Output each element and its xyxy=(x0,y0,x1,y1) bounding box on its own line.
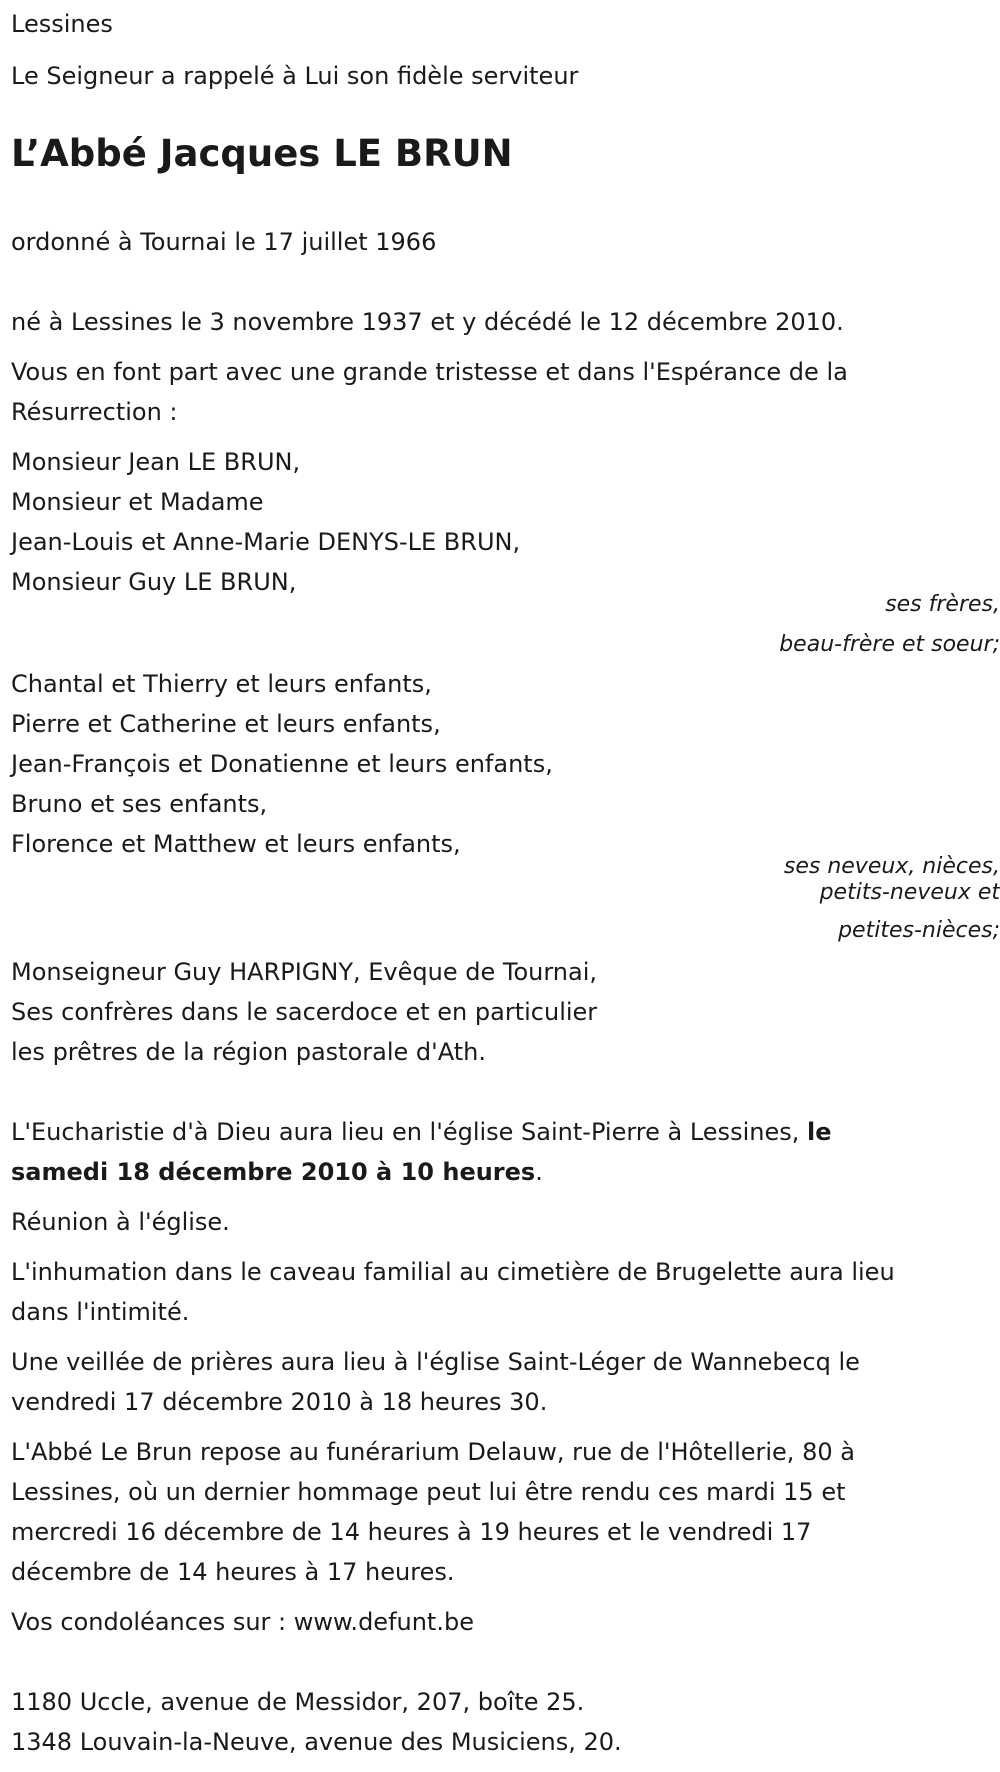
address-line: 1180 Uccle, avenue de Messidor, 207, boîte 25. xyxy=(11,1688,585,1716)
ceremony-line-2 xyxy=(11,1152,543,1192)
funerarium-line: mercredi 16 décembre de 14 heures à 19 heures et le vendredi 17 xyxy=(11,1518,812,1546)
intro-text: Le Seigneur a rappelé à Lui son fidèle serviteur xyxy=(11,62,579,90)
sibling-name: Monsieur Jean LE BRUN, xyxy=(11,448,301,476)
sibling-name: Jean-Louis et Anne-Marie DENYS-LE BRUN, xyxy=(11,528,521,556)
clergy-line: Monseigneur Guy HARPIGNY, Evêque de Tournai, xyxy=(11,958,597,986)
announcement-line-2: Résurrection : xyxy=(11,398,178,426)
ceremony-date-start: le xyxy=(806,1118,832,1146)
ordination-text: ordonné à Tournai le 17 juillet 1966 xyxy=(11,228,437,256)
clergy-line: les prêtres de la région pastorale d'Ath. xyxy=(11,1038,486,1066)
nephew-relation: ses neveux, nièces, xyxy=(783,854,1000,879)
funerarium-line: décembre de 14 heures à 17 heures. xyxy=(11,1558,455,1586)
funerarium-line: Lessines, où un dernier hommage peut lui être rendu ces mardi 15 et xyxy=(11,1478,846,1506)
nephew-name: Florence et Matthew et leurs enfants, xyxy=(11,830,461,858)
ceremony-text: L'Eucharistie d'à Dieu aura lieu en l'église Saint-Pierre à Lessines, xyxy=(11,1118,807,1146)
birth-death-text: né à Lessines le 3 novembre 1937 et y décédé le 12 décembre 2010. xyxy=(11,308,844,336)
burial-line: dans l'intimité. xyxy=(11,1298,190,1326)
nephew-name: Pierre et Catherine et leurs enfants, xyxy=(11,710,441,738)
nephew-name: Bruno et ses enfants, xyxy=(11,790,268,818)
sibling-name: Monsieur Guy LE BRUN, xyxy=(11,568,297,596)
funerarium-line: L'Abbé Le Brun repose au funérarium Delauw, rue de l'Hôtellerie, 80 à xyxy=(11,1438,855,1466)
reunion-text: Réunion à l'église. xyxy=(11,1208,230,1236)
city: Lessines xyxy=(11,10,113,38)
condolences-text: Vos condoléances sur : www.defunt.be xyxy=(11,1608,474,1636)
nephew-name: Chantal et Thierry et leurs enfants, xyxy=(11,670,432,698)
ceremony-line-1 xyxy=(11,1112,832,1152)
clergy-line: Ses confrères dans le sacerdoce et en particulier xyxy=(11,998,598,1026)
vigil-line: Une veillée de prières aura lieu à l'église Saint-Léger de Wannebecq le xyxy=(11,1348,860,1376)
sibling-relation: ses frères, xyxy=(885,592,1000,617)
sibling-name: Monsieur et Madame xyxy=(11,488,264,516)
sibling-relation: beau-frère et soeur; xyxy=(779,632,1000,657)
announcement-line-1: Vous en font part avec une grande tristesse et dans l'Espérance de la xyxy=(11,358,848,386)
deceased-name: L’Abbé Jacques LE BRUN xyxy=(11,132,513,175)
nephew-relation: petits-neveux et xyxy=(819,880,1000,905)
ceremony-end: . xyxy=(535,1158,543,1186)
nephew-relation: petites-nièces; xyxy=(838,918,1000,943)
burial-line: L'inhumation dans le caveau familial au cimetière de Brugelette aura lieu xyxy=(11,1258,895,1286)
ceremony-date: samedi 18 décembre 2010 à 10 heures xyxy=(11,1158,536,1186)
nephew-name: Jean-François et Donatienne et leurs enfants, xyxy=(11,750,553,778)
address-line: 1348 Louvain-la-Neuve, avenue des Musiciens, 20. xyxy=(11,1728,622,1756)
vigil-line: vendredi 17 décembre 2010 à 18 heures 30. xyxy=(11,1388,548,1416)
